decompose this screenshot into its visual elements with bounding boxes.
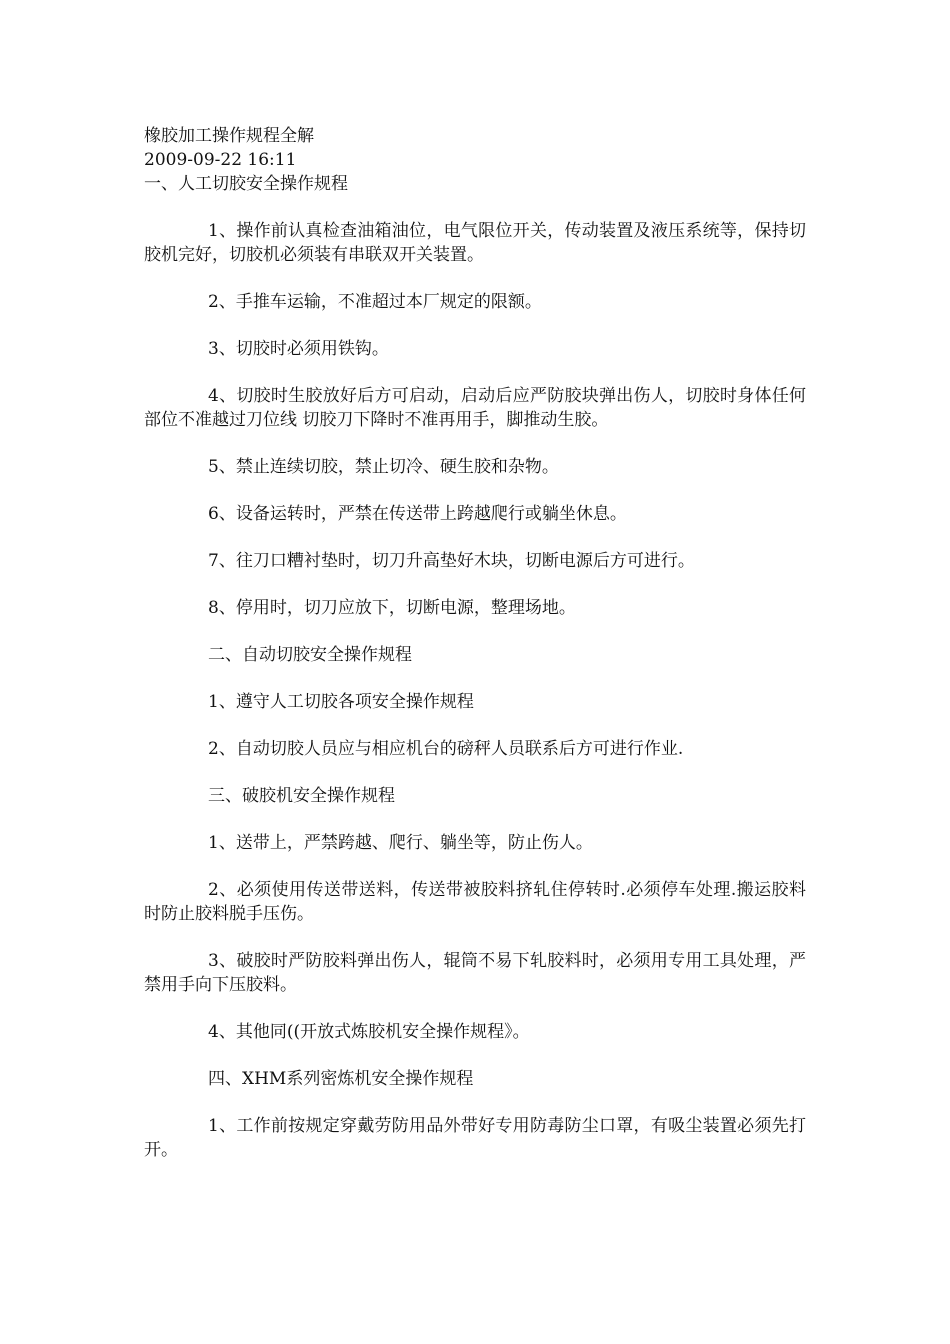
document-timestamp: 2009-09-22 16:11: [144, 150, 297, 170]
section-heading-1: 一、人工切胶安全操作规程: [144, 174, 348, 194]
paragraph: 2、必须使用传送带送料，传送带被胶料挤轧住停转时.必须停车处理.搬运胶料时防止胶料脱手压伤。: [144, 880, 806, 924]
paragraph: 4、其他同((开放式炼胶机安全操作规程》。: [208, 1022, 530, 1042]
section-heading-4: 四、XHM系列密炼机安全操作规程: [208, 1069, 474, 1089]
section-heading-2: 二、自动切胶安全操作规程: [208, 645, 412, 665]
document-title: 橡胶加工操作规程全解: [144, 126, 314, 146]
document-page: [144, 124, 806, 1162]
paragraph: 1、遵守人工切胶各项安全操作规程: [208, 692, 474, 712]
paragraph: 3、破胶时严防胶料弹出伤人，辊筒不易下轧胶料时，必须用专用工具处理，严禁用手向下压胶料。: [144, 951, 806, 995]
paragraph: 8、停用时，切刀应放下，切断电源，整理场地。: [208, 598, 576, 618]
paragraph: 7、往刀口糟衬垫时，切刀升高垫好木块，切断电源后方可进行。: [208, 551, 695, 571]
paragraph: 4、切胶时生胶放好后方可启动，启动后应严防胶块弹出伤人，切胶时身体任何部位不准越过刀位线 切胶刀下降时不准再用手，脚推动生胶。: [144, 386, 806, 430]
paragraph: 1、操作前认真检查油箱油位，电气限位开关，传动装置及液压系统等，保持切胶机完好，切胶机必须装有串联双开关装置。: [144, 221, 806, 265]
paragraph: 6、设备运转时，严禁在传送带上跨越爬行或躺坐休息。: [208, 504, 627, 524]
paragraph: 1、工作前按规定穿戴劳防用品外带好专用防毒防尘口罩，有吸尘装置必须先打开。: [144, 1116, 806, 1160]
paragraph: 5、禁止连续切胶，禁止切冷、硬生胶和杂物。: [208, 457, 559, 477]
paragraph: 3、切胶时必须用铁钩。: [208, 339, 389, 359]
paragraph: 2、手推车运输，不准超过本厂规定的限额。: [208, 292, 542, 312]
paragraph: 1、送带上，严禁跨越、爬行、躺坐等，防止伤人。: [208, 833, 593, 853]
section-heading-3: 三、破胶机安全操作规程: [208, 786, 395, 806]
paragraph: 2、自动切胶人员应与相应机台的磅秤人员联系后方可进行作业.: [208, 739, 684, 759]
